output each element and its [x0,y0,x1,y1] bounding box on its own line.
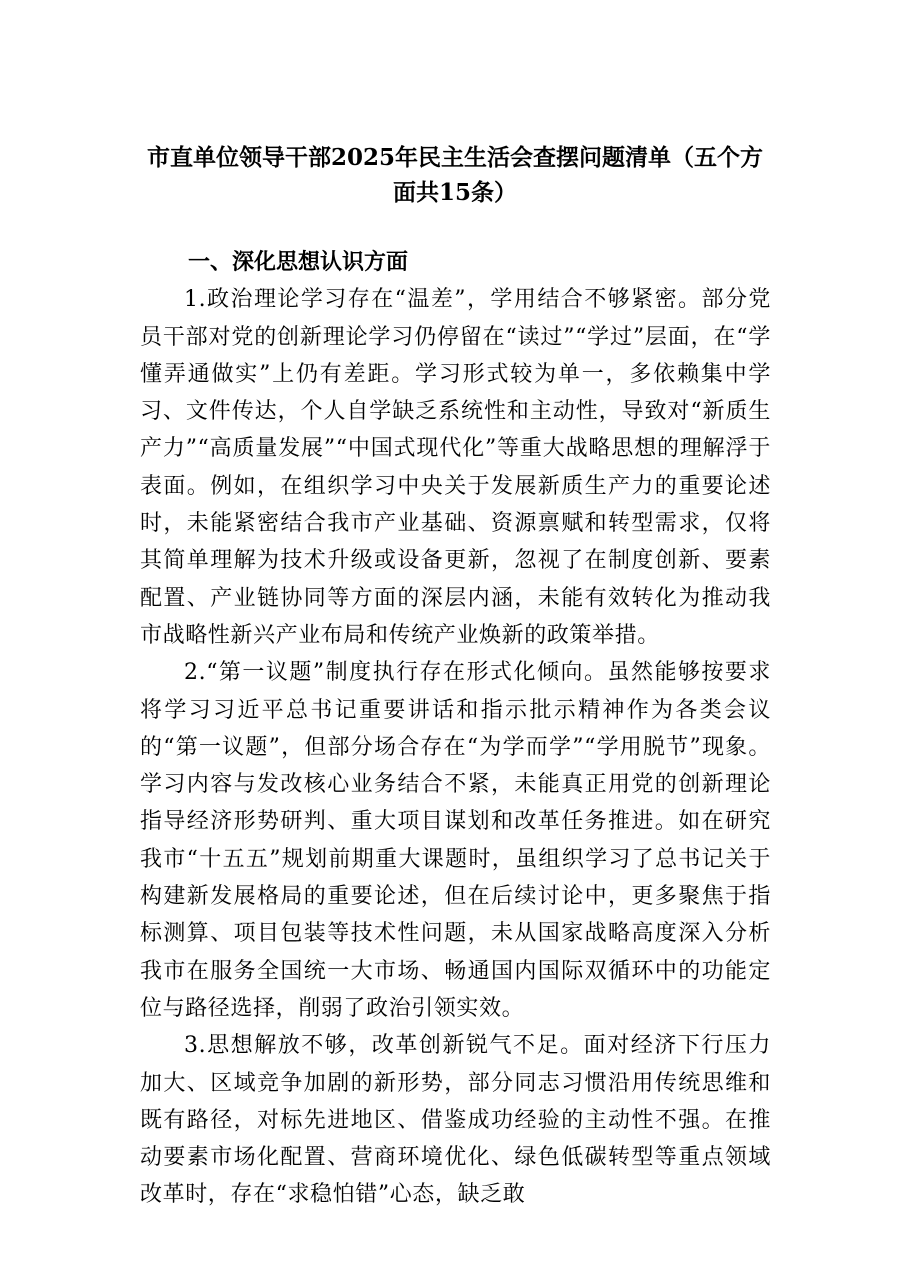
document-body [140,244,771,1214]
paragraph-item-2: 2.“第一议题”制度执行存在形式化倾向。虽然能够按要求将学习习近平总书记重要讲话和指示批示精神作为各类会议的“第一议题”，但部分场合存在“为学而学”“学用脱节”现象。学习内容与发改核心业务结合不紧，未能真正用党的创新理论指导经济形势研判、重大项目谋划和改革任务推进。如在研究我市“十五五”规划前期重大课题时，虽组织学习了总书记关于构建新发展格局的重要论述，但在后续讨论中，更多聚焦于指标测算、项目包装等技术性问题，未从国家战略高度深入分析我市在服务全国统一大市场、畅通国内国际双循环中的功能定位与路径选择，削弱了政治引领实效。 [140,660,771,1021]
section-heading: 一、深化思想认识方面 [188,250,409,275]
document-title: 市直单位领导干部2025年民主生活会查摆问题清单（五个方面共15条） [146,144,763,206]
paragraph-item-3: 3.思想解放不够，改革创新锐气不足。面对经济下行压力加大、区域竞争加剧的新形势，部分同志习惯沿用传统思维和既有路径，对标先进地区、借鉴成功经验的主动性不强。在推动要素市场化配置、营商环境优化、绿色低碳转型等重点领域改革时，存在“求稳怕错”心态，缺乏敢 [140,1033,771,1208]
paragraph-item-1: 1.政治理论学习存在“温差”，学用结合不够紧密。部分党员干部对党的创新理论学习仍停留在“读过”“学过”层面，在“学懂弄通做实”上仍有差距。学习形式较为单一，多依赖集中学习、文件传达，个人自学缺乏系统性和主动性，导致对“新质生产力”“高质量发展”“中国式现代化”等重大战略思想的理解浮于表面。例如，在组织学习中央关于发展新质生产力的重要论述时，未能紧密结合我市产业基础、资源禀赋和转型需求，仅将其简单理解为技术升级或设备更新，忽视了在制度创新、要素配置、产业链协同等方面的深层内涵，未能有效转化为推动我市战略性新兴产业布局和传统产业焕新的政策举措。 [140,287,771,648]
section-deepen-ideological-understanding [140,244,771,1214]
